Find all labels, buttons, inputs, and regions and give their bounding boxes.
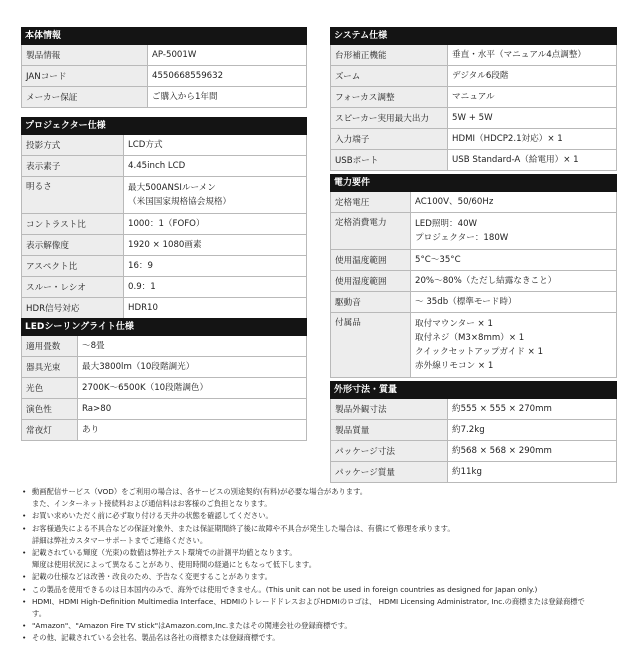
bullet-icon: •: [22, 584, 27, 594]
note-text: また、インターネット接続料および通信料はお客様のご負担となります。: [32, 499, 272, 509]
spec-row: [330, 250, 617, 271]
spec-row: [330, 192, 617, 213]
spec-row: [21, 135, 307, 156]
spec-label: スピーカー実用最大出力: [331, 108, 448, 128]
note-item: [22, 486, 632, 510]
table-header: LEDシーリングライト仕様: [21, 318, 307, 336]
spec-row: [330, 271, 617, 292]
spec-value: [124, 177, 235, 213]
spec-row: [330, 399, 617, 420]
spec-row: [330, 150, 617, 171]
note-item: [22, 620, 632, 632]
table-header: 電力要件: [330, 174, 617, 192]
spec-label: 使用温度範囲: [331, 250, 411, 270]
spec-value: [148, 87, 222, 107]
spec-value-line: 赤外線リモコン × 1: [415, 361, 494, 371]
spec-row: [21, 298, 307, 319]
spec-value: [411, 313, 547, 377]
bullet-icon: •: [22, 523, 27, 533]
spec-value-line: 4550668559632: [152, 71, 224, 81]
spec-label: 投影方式: [22, 135, 124, 155]
note-item: [22, 523, 632, 547]
spec-row: [330, 213, 617, 250]
spec-value-line: 2700K〜6500K（10段階調色）: [82, 383, 209, 393]
table-header: 本体情報: [21, 27, 307, 45]
bullet-icon: •: [22, 596, 27, 606]
spec-value-line: あり: [82, 425, 100, 435]
spec-row: [21, 214, 307, 235]
spec-value: [448, 87, 499, 107]
spec-value-line: 1000：1（FOFO）: [128, 219, 205, 229]
spec-value: [448, 45, 590, 65]
spec-value: [78, 420, 103, 440]
spec-value: [448, 399, 556, 419]
spec-row: [21, 277, 307, 298]
spec-label: 明るさ: [22, 177, 124, 213]
spec-row: [330, 66, 617, 87]
spec-value-line: 1920 × 1080画素: [128, 240, 202, 250]
spec-value: [411, 192, 497, 212]
bullet-icon: •: [22, 548, 27, 558]
spec-label: 演色性: [22, 399, 78, 419]
spec-label: 適用畳数: [22, 336, 78, 356]
spec-value-line: 〜8畳: [82, 341, 105, 351]
spec-value-line: USB Standard-A（給電用）× 1: [452, 155, 579, 165]
note-text: HDMI、HDMI High-Definition Multimedia Interface、HDMIのトレードドレスおよびHDMIのロゴは、 HDMI Licensing Administrator, Inc.の商標または登録商標で: [32, 596, 585, 606]
note-text: お買い求めいただく前に必ず取り付ける天井の状態を確認してください。: [32, 511, 273, 521]
spec-value: [124, 235, 206, 255]
spec-value: [448, 150, 583, 170]
spec-value-line: 最大500ANSIルーメン: [128, 183, 216, 193]
bullet-icon: •: [22, 487, 27, 496]
body-info-table: [21, 27, 307, 108]
note-item: [22, 584, 632, 596]
spec-value-line: 5W + 5W: [452, 113, 493, 123]
spec-value-line: HDR10: [128, 303, 158, 313]
spec-label: 付属品: [331, 313, 411, 377]
spec-value: [148, 66, 227, 86]
spec-row: [330, 292, 617, 313]
spec-label: パッケージ寸法: [331, 441, 448, 461]
spec-row: [21, 399, 307, 420]
spec-row: [21, 420, 307, 441]
led-ceiling-light-table: [21, 318, 307, 441]
spec-value-line: プロジェクター：180W: [415, 233, 509, 243]
spec-value-line: 最大3800lm（10段階調光）: [82, 362, 195, 372]
spec-value-line: LCD方式: [128, 140, 163, 150]
footnotes: [22, 486, 632, 645]
note-text: 動画配信サービス（VOD）をご利用の場合は、各サービスの別途契約(有料)が必要な場合があります。: [32, 487, 368, 496]
spec-label: USBポート: [331, 150, 448, 170]
spec-value-line: 20%〜80%（ただし結露なきこと）: [415, 276, 557, 286]
spec-row: [21, 156, 307, 177]
spec-value: [78, 357, 198, 377]
spec-value-line: 16：9: [128, 261, 153, 271]
spec-value-line: （米国国家規格協会規格）: [128, 197, 232, 207]
spec-value: [148, 45, 200, 65]
spec-row: [330, 129, 617, 150]
spec-label: 定格消費電力: [331, 213, 411, 249]
bullet-icon: •: [22, 572, 27, 582]
spec-label: 台形補正機能: [331, 45, 448, 65]
spec-value: [411, 271, 560, 291]
spec-row: [330, 313, 617, 378]
system-spec-table: [330, 27, 617, 171]
spec-value: [411, 213, 512, 249]
projector-spec-table: [21, 117, 307, 319]
note-item: [22, 571, 632, 583]
spec-label: アスペクト比: [22, 256, 124, 276]
spec-label: JANコード: [22, 66, 148, 86]
spec-label: 入力端子: [331, 129, 448, 149]
spec-label: 常夜灯: [22, 420, 78, 440]
note-item: [22, 547, 632, 571]
spec-label: 表示素子: [22, 156, 124, 176]
spec-value-line: AC100V、50/60Hz: [415, 197, 494, 207]
spec-value-line: ご購入から1年間: [152, 92, 218, 102]
spec-value: [411, 250, 465, 270]
spec-row: [330, 462, 617, 483]
table-header: システム仕様: [330, 27, 617, 45]
spec-row: [330, 420, 617, 441]
bullet-icon: •: [22, 511, 27, 521]
spec-value: [448, 420, 489, 440]
spec-label: メーカー保証: [22, 87, 148, 107]
note-text: 輝度は使用状況によって異なることがあり、使用時間の経過にともなって低下します。: [32, 560, 316, 570]
note-item: [22, 596, 632, 620]
note-text: その他、記載されている会社名、製品名は各社の商標または登録商標です。: [32, 633, 280, 643]
spec-value: [78, 399, 115, 419]
spec-value-line: 約555 × 555 × 270mm: [452, 404, 552, 414]
spec-value-line: 〜 35db（標準モード時）: [415, 297, 517, 307]
spec-value: [124, 214, 209, 234]
spec-label: 製品外観寸法: [331, 399, 448, 419]
spec-row: [21, 256, 307, 277]
note-text: す。: [32, 609, 47, 619]
spec-row: [330, 441, 617, 462]
note-item: [22, 632, 632, 644]
table-header: プロジェクター仕様: [21, 117, 307, 135]
spec-value: [124, 156, 189, 176]
spec-value-line: デジタル6段階: [452, 71, 509, 81]
spec-value: [124, 277, 160, 297]
spec-value-line: 約568 × 568 × 290mm: [452, 446, 552, 456]
spec-row: [21, 66, 307, 87]
spec-value-line: 約7.2kg: [452, 425, 485, 435]
spec-label: 駆動音: [331, 292, 411, 312]
spec-value: [124, 135, 167, 155]
spec-label: 定格電圧: [331, 192, 411, 212]
spec-value: [448, 462, 486, 482]
spec-row: [21, 45, 307, 66]
spec-row: [21, 87, 307, 108]
spec-label: ズーム: [331, 66, 448, 86]
spec-value: [78, 336, 109, 356]
spec-row: [21, 378, 307, 399]
note-text: "Amazon"、"Amazon Fire TV stick"はAmazon.com,Inc.またはその関連会社の登録商標です。: [32, 621, 352, 631]
spec-value-line: AP-5001W: [152, 50, 197, 60]
spec-value: [448, 66, 513, 86]
spec-row: [21, 177, 307, 214]
note-text: 記載の仕様などは改善・改良のため、予告なく変更することがあります。: [32, 572, 272, 582]
spec-value: [448, 129, 567, 149]
table-header: 外形寸法・質量: [330, 381, 617, 399]
spec-label: 光色: [22, 378, 78, 398]
spec-value-line: LED照明：40W: [415, 219, 478, 229]
spec-row: [21, 357, 307, 378]
spec-label: フォーカス調整: [331, 87, 448, 107]
spec-label: スルー・レシオ: [22, 277, 124, 297]
spec-row: [21, 235, 307, 256]
spec-row: [330, 45, 617, 66]
spec-value-line: 5°C〜35°C: [415, 255, 461, 265]
spec-label: 器具光束: [22, 357, 78, 377]
power-requirements-table: [330, 174, 617, 378]
spec-row: [330, 87, 617, 108]
spec-value-line: マニュアル: [452, 92, 495, 102]
spec-value: [411, 292, 521, 312]
note-text: この製品を使用できるのは日本国内のみで、海外では使用できません。(This unit can not be used in foreign countries as designed for Japan only.): [32, 584, 538, 594]
dimensions-weight-table: [330, 381, 617, 483]
spec-value-line: Ra>80: [82, 404, 112, 414]
note-text: 記載されている輝度（光束)の数値は弊社テスト環境での計測平均値となります。: [32, 548, 297, 558]
spec-value: [448, 108, 497, 128]
spec-value-line: 約11kg: [452, 467, 482, 477]
spec-label: 製品情報: [22, 45, 148, 65]
spec-value-line: 取付マウンター × 1: [415, 319, 493, 329]
note-text: お客様過失による不具合などの保証対象外、または保証期間終了後に故障や不具合が発生した場合は、有償にて修理を承ります。: [32, 523, 455, 533]
spec-value: [448, 441, 556, 461]
spec-value: [124, 256, 157, 276]
spec-value-line: クイックセットアップガイド × 1: [415, 347, 544, 357]
spec-label: パッケージ質量: [331, 462, 448, 482]
bullet-icon: •: [22, 621, 27, 631]
spec-value-line: 垂直・水平（マニュアル4点調整）: [452, 50, 587, 60]
spec-value: [124, 298, 162, 318]
spec-value-line: 0.9：1: [128, 282, 156, 292]
spec-row: [330, 108, 617, 129]
spec-label: 製品質量: [331, 420, 448, 440]
spec-label: HDR信号対応: [22, 298, 124, 318]
spec-row: [21, 336, 307, 357]
spec-value-line: HDMI（HDCP2.1対応）× 1: [452, 134, 563, 144]
spec-label: コントラスト比: [22, 214, 124, 234]
note-item: [22, 510, 632, 522]
spec-value: [78, 378, 212, 398]
note-text: 詳細は弊社カスタマーサポートまでご連絡ください。: [32, 535, 208, 545]
spec-value-line: 取付ネジ（M3×8mm）× 1: [415, 333, 525, 343]
spec-value-line: 4.45inch LCD: [128, 161, 186, 171]
spec-label: 使用湿度範囲: [331, 271, 411, 291]
bullet-icon: •: [22, 633, 27, 643]
spec-label: 表示解像度: [22, 235, 124, 255]
